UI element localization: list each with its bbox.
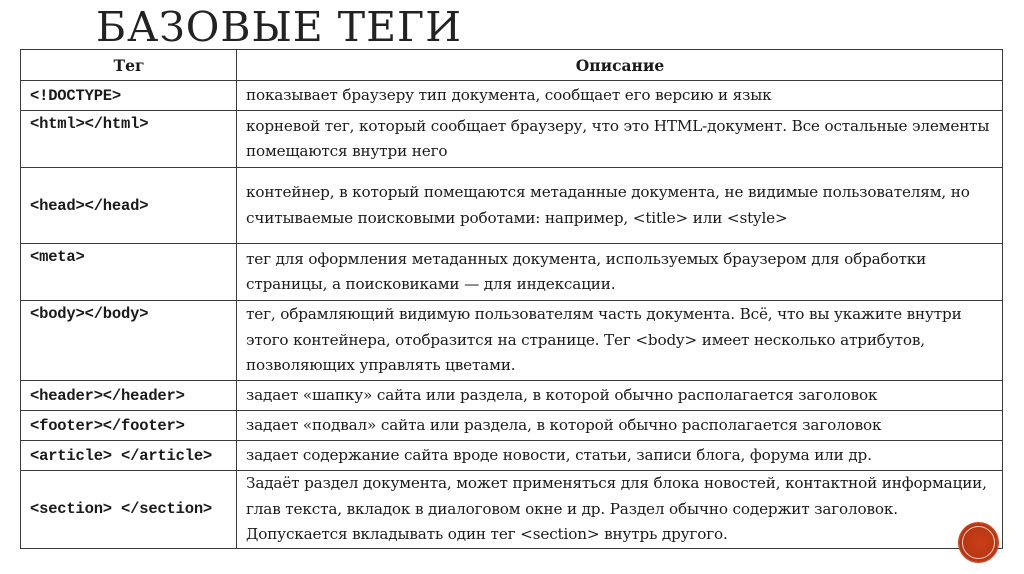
column-header-description: Описание xyxy=(237,50,1003,81)
description-cell: задает «шапку» сайта или раздела, в которой обычно располагается заголовок xyxy=(237,381,1003,411)
slide-title: БАЗОВЫЕ ТЕГИ xyxy=(96,3,462,51)
column-header-tag: Тег xyxy=(21,50,237,81)
table-row xyxy=(21,411,1003,441)
description-cell: тег, обрамляющий видимую пользователям часть документа. Всё, что вы укажите внутри этого контейнера, отобразится на странице. Тег <body> имеет несколько атрибутов, позволяющих управлять цветами. xyxy=(237,301,1003,381)
description-cell: Задаёт раздел документа, может применяться для блока новостей, контактной информации, глав текста, вкладок в диалоговом окне и др. Раздел обычно содержит заголовок. Допускается вкладывать один тег <section> внутрь другого. xyxy=(237,471,1003,549)
table-row xyxy=(21,441,1003,471)
tag-cell: <body></body> xyxy=(21,301,237,381)
table-row xyxy=(21,471,1003,549)
tag-cell: <html></html> xyxy=(21,111,237,168)
table-header-row xyxy=(21,50,1003,81)
description-cell: задает содержание сайта вроде новости, статьи, записи блога, форума или др. xyxy=(237,441,1003,471)
description-cell: задает «подвал» сайта или раздела, в которой обычно располагается заголовок xyxy=(237,411,1003,441)
tag-cell: <!DOCTYPE> xyxy=(21,81,237,111)
tag-cell: <header></header> xyxy=(21,381,237,411)
tag-cell: <head></head> xyxy=(21,168,237,244)
tag-cell: <section> </section> xyxy=(21,471,237,549)
table-row xyxy=(21,168,1003,244)
table-row xyxy=(21,244,1003,301)
description-cell: показывает браузеру тип документа, сообщает его версию и язык xyxy=(237,81,1003,111)
description-cell: корневой тег, который сообщает браузеру, что это HTML-документ. Все остальные элементы помещаются внутри него xyxy=(237,111,1003,168)
tag-cell: <meta> xyxy=(21,244,237,301)
decorative-red-circle-icon xyxy=(959,523,998,562)
description-cell: контейнер, в который помещаются метаданные документа, не видимые пользователям, но считываемые поисковыми роботами: например, <title> или <style> xyxy=(237,168,1003,244)
tag-cell: <footer></footer> xyxy=(21,411,237,441)
description-cell: тег для оформления метаданных документа, используемых браузером для обработки страницы, а поисковиками — для индексации. xyxy=(237,244,1003,301)
table-row xyxy=(21,301,1003,381)
table-row xyxy=(21,81,1003,111)
table-row xyxy=(21,111,1003,168)
table-row xyxy=(21,381,1003,411)
tag-cell: <article> </article> xyxy=(21,441,237,471)
tags-table xyxy=(20,49,1003,549)
